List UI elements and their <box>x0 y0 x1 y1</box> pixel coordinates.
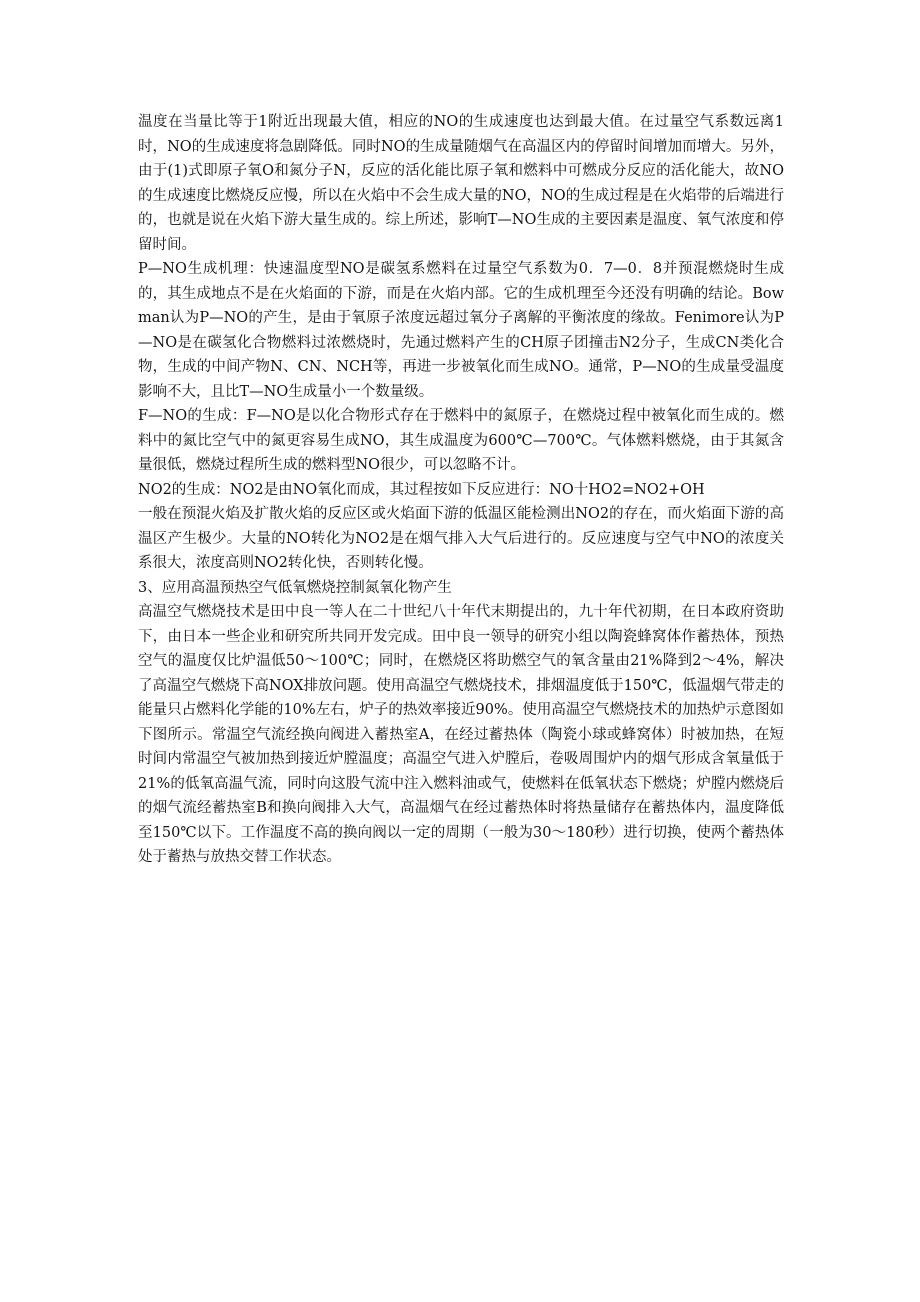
document-body <box>138 110 784 870</box>
section-heading: 3、应用高温预热空气低氧燃烧控制氮氧化物产生 <box>138 579 452 596</box>
paragraph-no2-generation: NO2的生成：NO2是由NO氧化而成，其过程按如下反应进行：NO十HO2=NO2+OH <box>138 481 705 498</box>
paragraph-prompt-no-mechanism: P—NO生成机理：快速温度型NO是碳氢系燃料在过量空气系数为0．7—0．8并预混燃烧时生成的，其生成地点不是在火焰面的下游，而是在火焰内部。它的生成机理至今还没有明确的结论。Bowman认为P—NO的产生，是由于氧原子浓度远超过氧分子离解的平衡浓度的缘故。Fenimore认为P—NO是在碳氢化合物燃料过浓燃烧时，先通过燃料产生的CH原子团撞击N2分子，生成CN类化合物，生成的中间产物N、CN、NCH等，再进一步被氧化而生成NO。通常，P—NO的生成量受温度影响不大，且比T—NO生成量小一个数量级。 <box>138 261 784 400</box>
paragraph-no2-conversion: 一般在预混火焰及扩散火焰的反应区或火焰面下游的低温区能检测出NO2的存在，而火焰面下游的高温区产生极少。大量的NO转化为NO2是在烟气排入大气后进行的。反应速度与空气中NO的浓度关系很大，浓度高则NO2转化快，否则转化慢。 <box>138 506 784 571</box>
paragraph-high-temperature-air-combustion: 高温空气燃烧技术是田中良一等人在二十世纪八十年代末期提出的，九十年代初期，在日本政府资助下，由日本一些企业和研究所共同开发完成。田中良一领导的研究小组以陶瓷蜂窝体作蓄热体，预热空气的温度仅比炉温低50～100℃；同时，在燃烧区将助燃空气的氧含量由21%降到2～4%，解决了高温空气燃烧下高NOX排放问题。使用高温空气燃烧技术，排烟温度低于150℃，低温烟气带走的能量只占燃料化学能的10%左右，炉子的热效率接近90%。使用高温空气燃烧技术的加热炉示意图如下图所示。常温空气流经换向阀进入蓄热室A，在经过蓄热体（陶瓷小球或蜂窝体）时被加热，在短时间内常温空气被加热到接近炉膛温度；高温空气进入炉膛后，卷吸周围炉内的烟气形成含氧量低于21%的低氧高温气流，同时向这股气流中注入燃料油或气，使燃料在低氧状态下燃烧；炉膛内燃烧后的烟气流经蓄热室B和换向阀排入大气，高温烟气在经过蓄热体时将热量储存在蓄热体内，温度降低至150℃以下。工作温度不高的换向阀以一定的周期（一般为30～180秒）进行切换，使两个蓄热体处于蓄热与放热交替工作状态。 <box>138 604 784 865</box>
paragraph-fuel-no-generation: F—NO的生成：F—NO是以化合物形式存在于燃料中的氮原子，在燃烧过程中被氧化而生成的。燃料中的氮比空气中的氮更容易生成NO，其生成温度为600℃—700℃。气体燃料燃烧，由于其氮含量很低，燃烧过程所生成的燃料型NO很少，可以忽略不计。 <box>138 408 784 473</box>
paragraph-no-generation-factors: 温度在当量比等于1附近出现最大值，相应的NO的生成速度也达到最大值。在过量空气系数远离1时，NO的生成速度将急剧降低。同时NO的生成量随烟气在高温区内的停留时间增加而增大。另外，由于(1)式即原子氧O和氮分子N，反应的活化能比原子氧和燃料中可燃成分反应的活化能大，故NO的生成速度比燃烧反应慢，所以在火焰中不会生成大量的NO，NO的生成过程是在火焰带的后端进行的，也就是说在火焰下游大量生成的。综上所述，影响T—NO生成的主要因素是温度、氧气浓度和停留时间。 <box>138 114 784 253</box>
